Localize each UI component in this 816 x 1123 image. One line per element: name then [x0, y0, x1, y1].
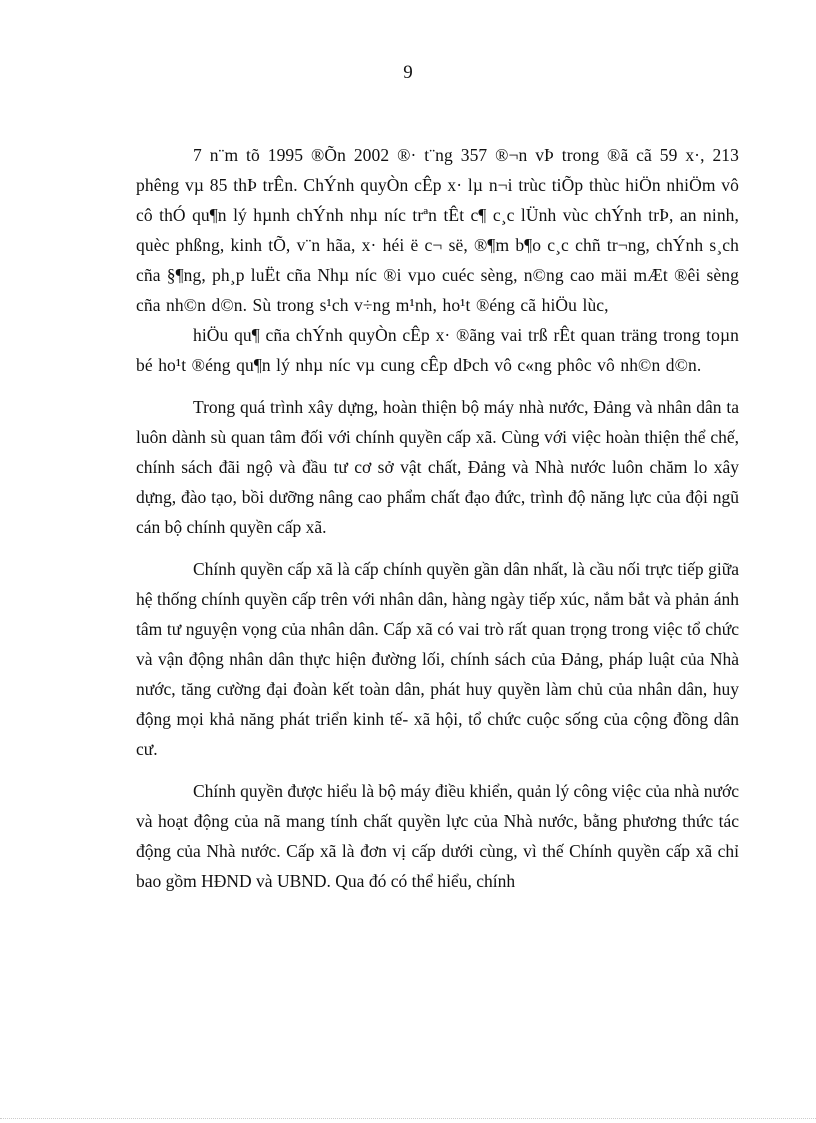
- paragraph-4: Chính quyền cấp xã là cấp chính quyền gần dân nhất, là cầu nối trực tiếp giữa hệ thống chính quyền cấp trên với nhân dân, hàng ngày tiếp xúc, nắm bắt và phản ánh tâm tư nguyện vọng của nhân dân. Cấp xã có vai trò rất quan trọng trong việc tổ chức và vận động nhân dân thực hiện đường lối, chính sách của Đảng, pháp luật của Nhà nước, tăng cường đại đoàn kết toàn dân, phát huy quyền làm chủ của nhân dân, huy động mọi khả năng phát triển kinh tế- xã hội, tổ chức cuộc sống của cộng đồng dân cư.: [136, 559, 739, 759]
- paragraph-1: 7 n¨m tõ 1995 ®Õn 2002 ®· t¨ng 357 ®¬n vÞ trong ®ã cã 59 x·, 213 phêng vµ 85 thÞ trÊn. ChÝnh quyÒn cÊp x· lµ n¬i trùc tiÕp thùc hiÖn nhiÖm vô cô thÓ qu¶n lý hµnh chÝnh nhµ níc trªn tÊt c¶ c¸c lÜnh vùc chÝnh trÞ, an ninh, quèc phßng, kinh tÕ, v¨n hãa, x· héi ë c¬ së, ®¶m b¶o c¸c chñ tr¬ng, chÝnh s¸ch cña §¶ng, ph¸p luËt cña Nhµ níc ®i vµo cuéc sèng, n©ng cao mäi mÆt ®êi sèng cña nh©n d©n. Sù trong s¹ch v÷ng m¹nh, ho¹t ®éng cã hiÖu lùc,: [136, 145, 739, 315]
- paragraph-5: Chính quyền được hiểu là bộ máy điều khiển, quản lý công việc của nhà nước và hoạt động của nã mang tính chất quyền lực của Nhà nước, bằng phương thức tác động của Nhà nước. Cấp xã là đơn vị cấp dưới cùng, vì thế Chính quyền cấp xã chỉ bao gồm HĐND và UBND. Qua đó có thể hiểu, chính: [136, 781, 739, 891]
- paragraph-3: Trong quá trình xây dựng, hoàn thiện bộ máy nhà nước, Đảng và nhân dân ta luôn dành sù quan tâm đối với chính quyền cấp xã. Cùng với việc hoàn thiện thể chế, chính sách đãi ngộ và đầu tư cơ sở vật chất, Đảng và Nhà nước luôn chăm lo xây dựng, đào tạo, bồi dưỡng nâng cao phẩm chất đạo đức, trình độ năng lực của đội ngũ cán bộ chính quyền cấp xã.: [136, 397, 739, 537]
- page-bottom-divider: [0, 1118, 816, 1119]
- paragraph-2: hiÖu qu¶ cña chÝnh quyÒn cÊp x· ®ãng vai trß rÊt quan träng trong toµn bé ho¹t ®éng qu¶n lý nhµ níc vµ cung cÊp dÞch vô c«ng phôc vô nh©n d©n.: [136, 325, 739, 375]
- page-number: 9: [403, 62, 413, 83]
- document-body: [136, 140, 739, 908]
